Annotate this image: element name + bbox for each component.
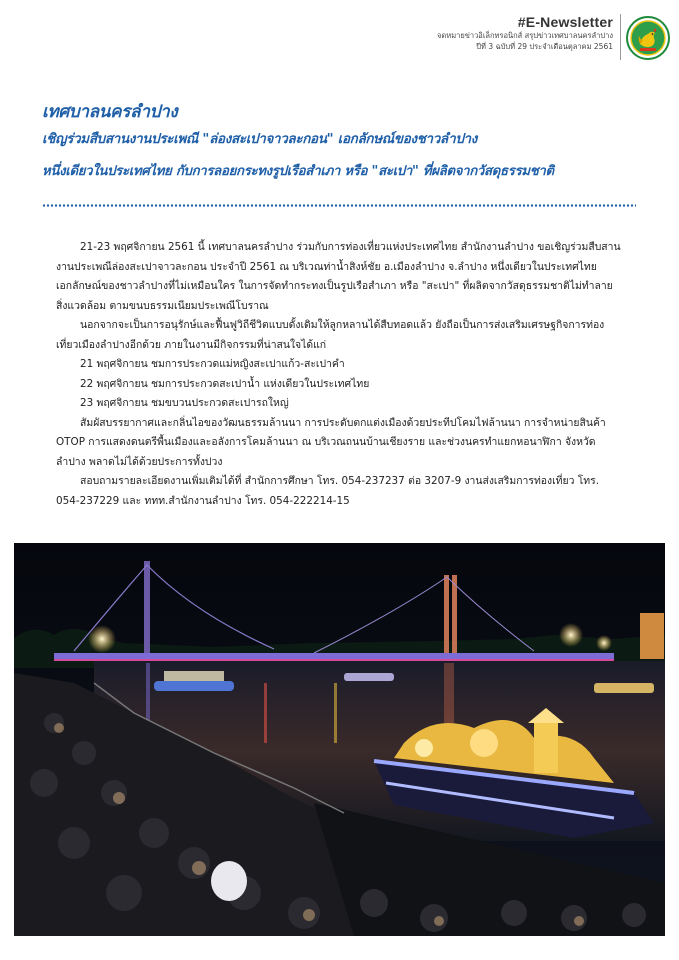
list-item: 23 พฤศจิกายน ชมขบวนประกวดสะเปารถใหญ่ [80, 397, 289, 409]
newsletter-issue: ปีที่ 3 ฉบับที่ 29 ประจำเดือนตุลาคม 2561 [476, 42, 613, 51]
list-item: 22 พฤศจิกายน ชมการประกวดสะเปาน้ำ แห่งเดียวในประเทศไทย [80, 377, 370, 390]
paragraph-contact: สอบถามรายละเอียดงานเพิ่มเติมได้ที่ สำนักการศึกษา โทร. 054-237237 ต่อ 3207-9 งานส่งเสริมการท่องเที่ยว โทร. 054-237229 และ ททท.สำนักงานลำปาง โทร. 054-222214-15 [56, 475, 600, 507]
paragraph-intro: 21-23 พฤศจิกายน 2561 นี้ เทศบาลนครลำปาง ร่วมกับการท่องเที่ยวแห่งประเทศไทย สำนักงานลำปาง ขอเชิญร่วมสืบสานงานประเพณีล่องสะเปาจาวละกอน ประจำปี 2561 ณ บริเวณท่าน้ำสิงห์ชัย อ.เมืองลำปาง จ.ลำปาง หนึ่งเดียวในประเทศไทย เอกลักษณ์ของชาวลำปางที่ไม่เหมือนใคร ในการจัดทำกระทงเป็นรูปเรือสำเภา หรือ "สะเปา" ที่ผลิตจากวัสดุธรรมชาติไม่ทำลายสิ่งแวดล้อม ตามขนบธรรมเนียมประเพณีโบราณ [56, 241, 621, 312]
festival-night-photo [14, 543, 665, 936]
article-title-line2: เชิญร่วมสืบสานงานประเพณี "ล่องสะเปาจาวละกอน" เอกลักษณ์ของชาวลำปาง [42, 132, 477, 147]
header-divider [620, 14, 621, 60]
article-body [56, 238, 622, 511]
newsletter-header [437, 14, 613, 52]
dotted-separator [42, 204, 636, 207]
paragraph-purpose: นอกจากจะเป็นการอนุรักษ์และฟื้นฟูวิถีชีวิตแบบดั้งเดิมให้ลูกหลานได้สืบทอดแล้ว ยังถือเป็นการส่งเสริมเศรษฐกิจการท่องเที่ยวเมืองลำปางอีกด้วย ภายในงานมีกิจกรรมที่น่าสนใจได้แก่ [56, 319, 605, 351]
list-item: 21 พฤศจิกายน ชมการประกวดแม่หญิงสะเปาแก้ว-สะเปาคำ [80, 358, 345, 370]
article-title-line3: หนึ่งเดียวในประเทศไทย กับการลอยกระทงรูปเรือสำเภา หรือ "สะเปา" ที่ผลิตจากวัสดุธรรมชาติ [42, 164, 554, 179]
municipality-seal-icon [626, 16, 670, 60]
article-title-block [42, 98, 642, 186]
newsletter-subtitle: จดหมายข่าวอิเล็กทรอนิกส์ สรุปข่าวเทศบาลนครลำปาง [437, 31, 613, 40]
paragraph-atmosphere: สัมผัสบรรยากาศและกลิ่นไอของวัฒนธรรมล้านนา การประดับตกแต่งเมืองด้วยประทีปโคมไฟล้านนา การจำหน่ายสินค้า OTOP การแสดงดนตรีพื้นเมืองและอลังการโคมล้านนา ณ บริเวณถนนบ้านเชียงราย และช่วงนครทำแยกหอนาฬิกา จังหวัดลำปาง พลาดไม่ได้ด้วยประการทั้งปวง [56, 416, 606, 468]
article-title-org: เทศบาลนครลำปาง [42, 102, 178, 122]
newsletter-title: #E-Newsletter [517, 14, 613, 30]
